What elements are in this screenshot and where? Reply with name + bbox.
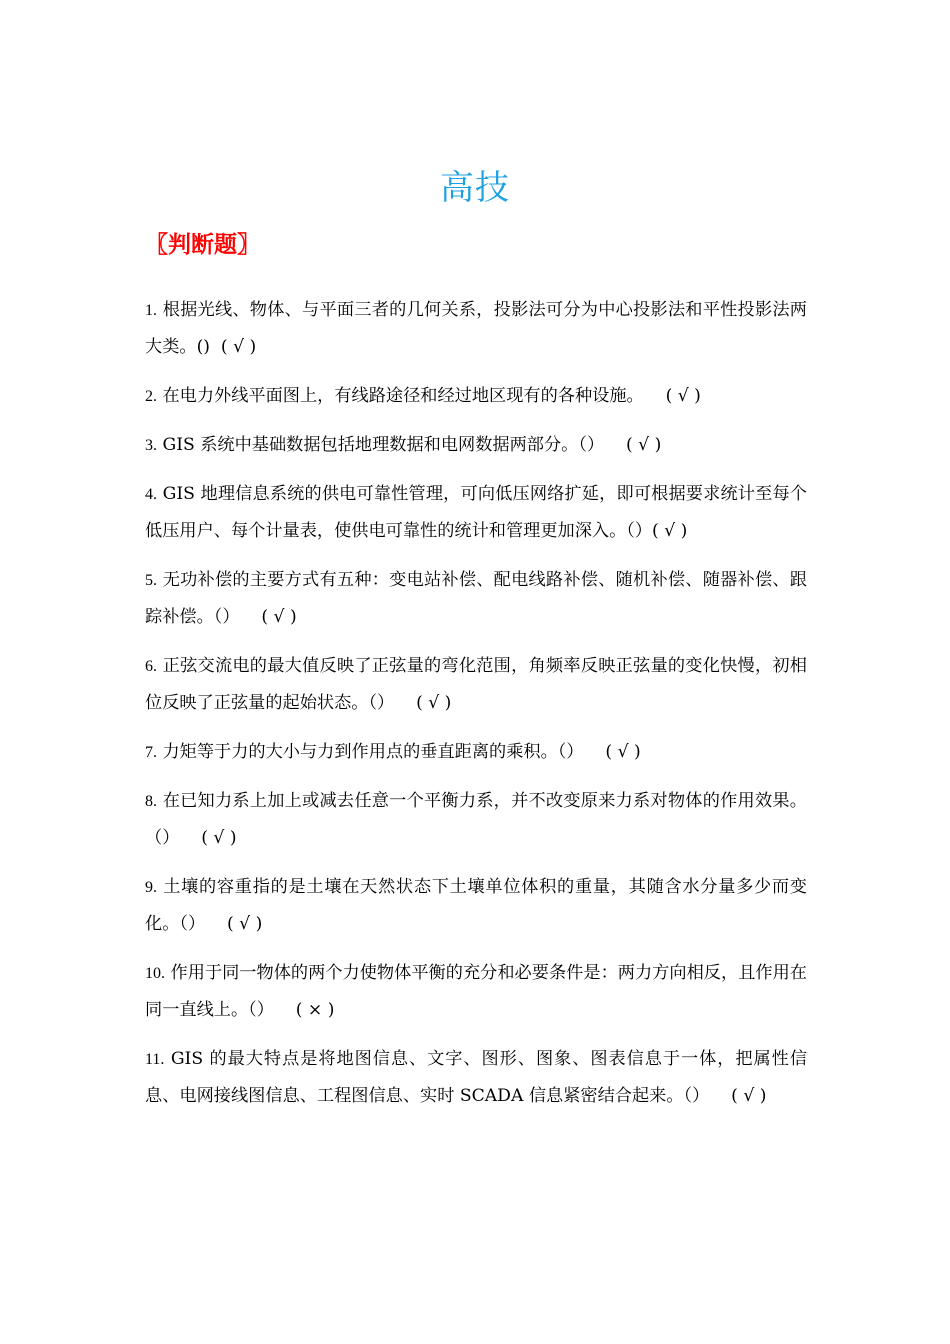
answer-mark: ( √ ) — [604, 435, 662, 455]
answer-mark: ( √ ) — [239, 607, 297, 627]
question-number: 1. — [145, 302, 157, 319]
question-number: 10. — [145, 965, 165, 982]
question-text: 根据光线、物体、与平面三者的几何关系，投影法可分为中心投影法和平性投影法两大类。() — [145, 300, 807, 357]
answer-mark: ( √ ) — [709, 1086, 767, 1106]
question-item — [145, 292, 807, 366]
answer-mark: ( √ ) — [394, 693, 452, 713]
question-text: 土壤的容重指的是土壤在天然状态下土壤单位体积的重量，其随含水分量多少而变化。（） — [145, 877, 807, 934]
question-number: 5. — [145, 572, 157, 589]
question-text: 正弦交流电的最大值反映了正弦量的弯化范围，角频率反映正弦量的变化快慢，初相位反映了正弦量的起始状态。（） — [145, 656, 807, 713]
question-number: 8. — [145, 793, 157, 810]
question-number: 4. — [145, 486, 157, 503]
question-item — [145, 427, 807, 464]
question-item — [145, 1041, 807, 1115]
question-text: 在已知力系上加上或减去任意一个平衡力系，并不改变原来力系对物体的作用效果。（） — [145, 791, 807, 848]
question-text: 力矩等于力的大小与力到作用点的垂直距离的乘积。（） — [162, 742, 584, 762]
question-text: 无功补偿的主要方式有五种：变电站补偿、配电线路补偿、随机补偿、随器补偿、跟踪补偿。（） — [145, 570, 807, 627]
question-number: 9. — [145, 879, 157, 896]
question-text: GIS 地理信息系统的供电可靠性管理，可向低压网络扩延，即可根据要求统计至每个低压用户、每个计量表，使供电可靠性的统计和管理更加深入。（） — [145, 484, 807, 541]
question-number: 6. — [145, 658, 157, 675]
answer-mark: ( √ ) — [583, 742, 641, 762]
question-list — [145, 292, 807, 1127]
question-item — [145, 783, 807, 857]
section-heading: 〖判断题〗 — [145, 231, 260, 258]
question-number: 11. — [145, 1051, 165, 1068]
question-number: 7. — [145, 744, 157, 761]
question-item — [145, 869, 807, 943]
answer-mark: ( × ) — [273, 1000, 335, 1020]
question-text: GIS 系统中基础数据包括地理数据和电网数据两部分。（） — [162, 435, 605, 455]
document-title: 高技 — [440, 167, 510, 208]
answer-mark: ( √ ) — [209, 337, 257, 357]
answer-mark: ( √ ) — [643, 386, 701, 406]
question-item — [145, 378, 807, 415]
answer-mark: ( √ ) — [205, 914, 263, 934]
question-item — [145, 562, 807, 636]
question-item — [145, 734, 807, 771]
answer-mark: ( √ ) — [652, 521, 688, 541]
question-number: 3. — [145, 437, 157, 454]
question-text: 在电力外线平面图上，有线路途径和经过地区现有的各种设施。 — [162, 386, 644, 406]
question-item — [145, 648, 807, 722]
question-text: 作用于同一物体的两个力使物体平衡的充分和必要条件是：两力方向相反，且作用在同一直线上。（） — [145, 963, 807, 1020]
question-number: 2. — [145, 388, 157, 405]
question-item — [145, 955, 807, 1029]
question-item — [145, 476, 807, 550]
question-text: GIS 的最大特点是将地图信息、文字、图形、图象、图表信息于一体，把属性信息、电网接线图信息、工程图信息、实时 SCADA 信息紧密结合起来。（） — [145, 1049, 808, 1106]
answer-mark: ( √ ) — [179, 828, 237, 848]
